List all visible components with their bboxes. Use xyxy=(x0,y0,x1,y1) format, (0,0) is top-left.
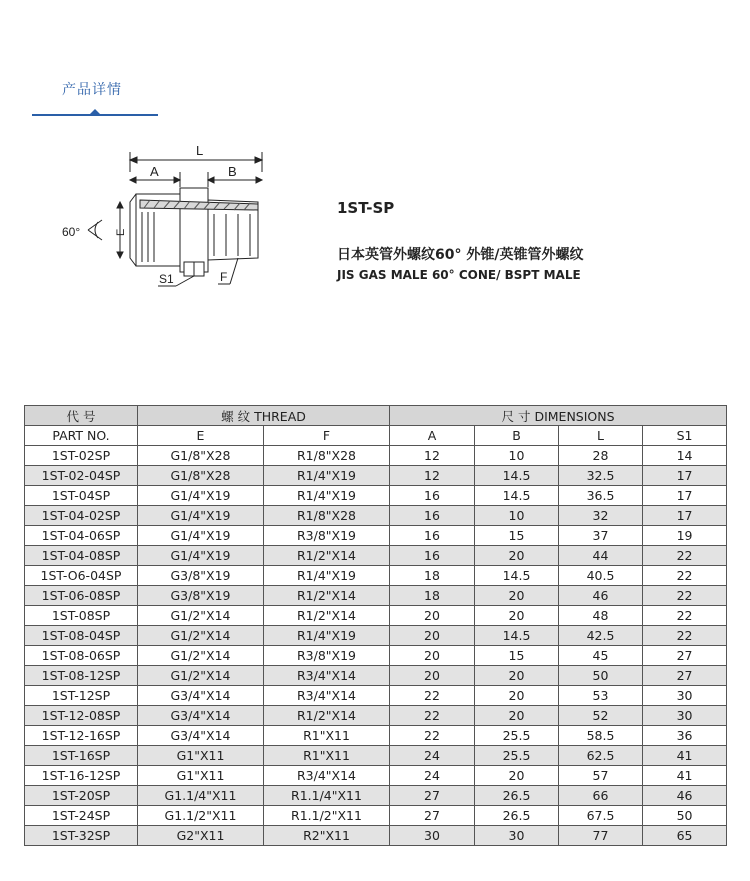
cell-thread-F: R1/2"X14 xyxy=(264,586,390,606)
cell-dim-L: 32 xyxy=(559,506,643,526)
cell-dim-S1: 46 xyxy=(643,786,727,806)
table-row xyxy=(25,766,727,786)
cell-dim-L: 66 xyxy=(559,786,643,806)
cell-dim-A: 18 xyxy=(390,566,475,586)
cell-dim-B: 20 xyxy=(475,586,559,606)
cell-dim-A: 12 xyxy=(390,446,475,466)
cell-dim-L: 40.5 xyxy=(559,566,643,586)
header-col-L: L xyxy=(559,426,643,446)
cell-part-no: 1ST-02SP xyxy=(25,446,138,466)
cell-dim-A: 22 xyxy=(390,706,475,726)
table-row xyxy=(25,586,727,606)
table-row xyxy=(25,826,727,846)
cell-dim-A: 27 xyxy=(390,786,475,806)
tab-underline xyxy=(32,114,158,116)
cell-dim-A: 16 xyxy=(390,506,475,526)
cell-dim-A: 20 xyxy=(390,666,475,686)
table-row xyxy=(25,646,727,666)
dim-label-B: B xyxy=(228,164,237,179)
cell-dim-B: 14.5 xyxy=(475,566,559,586)
cell-part-no: 1ST-12SP xyxy=(25,686,138,706)
cell-dim-B: 26.5 xyxy=(475,806,559,826)
cell-dim-L: 67.5 xyxy=(559,806,643,826)
cell-thread-F: R3/4"X14 xyxy=(264,686,390,706)
cell-part-no: 1ST-16SP xyxy=(25,746,138,766)
cell-part-no: 1ST-08-04SP xyxy=(25,626,138,646)
cell-dim-L: 44 xyxy=(559,546,643,566)
cell-dim-L: 50 xyxy=(559,666,643,686)
cell-dim-B: 25.5 xyxy=(475,746,559,766)
cell-thread-E: G1/2"X14 xyxy=(138,626,264,646)
table-row xyxy=(25,446,727,466)
cell-dim-S1: 22 xyxy=(643,626,727,646)
cell-part-no: 1ST-20SP xyxy=(25,786,138,806)
cell-dim-S1: 27 xyxy=(643,666,727,686)
cell-thread-F: R1/4"X19 xyxy=(264,626,390,646)
cell-thread-E: G1/4"X19 xyxy=(138,506,264,526)
cell-dim-A: 12 xyxy=(390,466,475,486)
header-col-E: E xyxy=(138,426,264,446)
cell-dim-L: 53 xyxy=(559,686,643,706)
cell-dim-A: 24 xyxy=(390,766,475,786)
header-part-no: PART NO. xyxy=(25,426,138,446)
cell-dim-A: 27 xyxy=(390,806,475,826)
cell-dim-L: 46 xyxy=(559,586,643,606)
cell-dim-A: 24 xyxy=(390,746,475,766)
cell-thread-E: G1/4"X19 xyxy=(138,486,264,506)
cell-dim-L: 28 xyxy=(559,446,643,466)
cell-part-no: 1ST-08-12SP xyxy=(25,666,138,686)
cell-thread-F: R1/4"X19 xyxy=(264,566,390,586)
cell-part-no: 1ST-32SP xyxy=(25,826,138,846)
cell-thread-F: R3/4"X14 xyxy=(264,666,390,686)
cell-dim-B: 10 xyxy=(475,506,559,526)
cell-dim-S1: 14 xyxy=(643,446,727,466)
cell-part-no: 1ST-08-06SP xyxy=(25,646,138,666)
cell-dim-S1: 17 xyxy=(643,466,727,486)
dim-label-L: L xyxy=(196,143,204,158)
cell-dim-S1: 27 xyxy=(643,646,727,666)
table-row xyxy=(25,566,727,586)
cell-thread-F: R1/8"X28 xyxy=(264,446,390,466)
cell-dim-B: 14.5 xyxy=(475,486,559,506)
cell-thread-F: R2"X11 xyxy=(264,826,390,846)
table-row xyxy=(25,626,727,646)
cell-dim-S1: 65 xyxy=(643,826,727,846)
cell-dim-L: 52 xyxy=(559,706,643,726)
cell-thread-F: R1"X11 xyxy=(264,746,390,766)
cell-part-no: 1ST-04-06SP xyxy=(25,526,138,546)
cell-dim-A: 18 xyxy=(390,586,475,606)
table-row xyxy=(25,686,727,706)
cell-thread-E: G3/4"X14 xyxy=(138,706,264,726)
section-tab-product-details[interactable]: 产品详情 xyxy=(62,82,122,98)
cell-thread-F: R3/8"X19 xyxy=(264,526,390,546)
cell-dim-A: 16 xyxy=(390,526,475,546)
cell-thread-E: G1/2"X14 xyxy=(138,646,264,666)
cell-part-no: 1ST-12-08SP xyxy=(25,706,138,726)
cell-dim-L: 37 xyxy=(559,526,643,546)
cell-dim-B: 15 xyxy=(475,526,559,546)
table-row xyxy=(25,786,727,806)
cell-thread-F: R1/2"X14 xyxy=(264,706,390,726)
header-dimensions: 尺 寸 DIMENSIONS xyxy=(390,406,727,426)
cell-dim-S1: 22 xyxy=(643,566,727,586)
cell-thread-E: G3/8"X19 xyxy=(138,586,264,606)
table-row xyxy=(25,526,727,546)
dim-label-A: A xyxy=(150,164,159,179)
cell-thread-F: R1.1/4"X11 xyxy=(264,786,390,806)
header-col-A: A xyxy=(390,426,475,446)
header-col-B: B xyxy=(475,426,559,446)
cell-dim-L: 77 xyxy=(559,826,643,846)
table-row xyxy=(25,746,727,766)
cell-part-no: 1ST-04-08SP xyxy=(25,546,138,566)
cell-dim-B: 15 xyxy=(475,646,559,666)
dim-label-angle: 60° xyxy=(62,225,81,239)
product-title-en: JIS GAS MALE 60° CONE/ BSPT MALE xyxy=(337,268,581,282)
cell-part-no: 1ST-16-12SP xyxy=(25,766,138,786)
cell-dim-B: 20 xyxy=(475,546,559,566)
cell-dim-S1: 22 xyxy=(643,586,727,606)
cell-dim-S1: 30 xyxy=(643,706,727,726)
header-code-cn: 代 号 xyxy=(25,406,138,426)
cell-dim-S1: 22 xyxy=(643,606,727,626)
cell-dim-L: 32.5 xyxy=(559,466,643,486)
dim-label-F: F xyxy=(220,270,228,284)
cell-thread-F: R3/8"X19 xyxy=(264,646,390,666)
cell-thread-F: R1/4"X19 xyxy=(264,466,390,486)
cell-thread-F: R1"X11 xyxy=(264,726,390,746)
cell-part-no: 1ST-04SP xyxy=(25,486,138,506)
cell-thread-E: G1/8"X28 xyxy=(138,466,264,486)
cell-thread-E: G3/8"X19 xyxy=(138,566,264,586)
cell-thread-E: G1/4"X19 xyxy=(138,526,264,546)
product-title-cn: 日本英管外螺纹60° 外锥/英锥管外螺纹 xyxy=(337,247,584,263)
cell-part-no: 1ST-08SP xyxy=(25,606,138,626)
dimensions-table-body xyxy=(25,446,727,846)
cell-dim-L: 58.5 xyxy=(559,726,643,746)
cell-dim-A: 16 xyxy=(390,546,475,566)
cell-thread-E: G3/4"X14 xyxy=(138,726,264,746)
cell-thread-E: G3/4"X14 xyxy=(138,686,264,706)
cell-thread-E: G2"X11 xyxy=(138,826,264,846)
dim-label-S1: S1 xyxy=(159,272,174,286)
cell-thread-F: R1.1/2"X11 xyxy=(264,806,390,826)
cell-thread-E: G1"X11 xyxy=(138,766,264,786)
header-col-F: F xyxy=(264,426,390,446)
cell-dim-L: 57 xyxy=(559,766,643,786)
cell-dim-L: 36.5 xyxy=(559,486,643,506)
cell-thread-F: R3/4"X14 xyxy=(264,766,390,786)
cell-dim-S1: 41 xyxy=(643,766,727,786)
product-model: 1ST-SP xyxy=(337,199,395,217)
header-thread: 螺 纹 THREAD xyxy=(138,406,390,426)
cell-part-no: 1ST-O6-04SP xyxy=(25,566,138,586)
cell-part-no: 1ST-04-02SP xyxy=(25,506,138,526)
cell-part-no: 1ST-02-04SP xyxy=(25,466,138,486)
dim-label-E: E xyxy=(115,228,127,236)
cell-part-no: 1ST-24SP xyxy=(25,806,138,826)
cell-dim-B: 25.5 xyxy=(475,726,559,746)
cell-dim-A: 30 xyxy=(390,826,475,846)
cell-dim-B: 30 xyxy=(475,826,559,846)
table-row xyxy=(25,606,727,626)
cell-dim-S1: 50 xyxy=(643,806,727,826)
cell-dim-B: 14.5 xyxy=(475,466,559,486)
table-row xyxy=(25,806,727,826)
table-row xyxy=(25,546,727,566)
cell-thread-E: G1/8"X28 xyxy=(138,446,264,466)
cell-dim-B: 20 xyxy=(475,766,559,786)
cell-thread-E: G1.1/4"X11 xyxy=(138,786,264,806)
cell-thread-E: G1/2"X14 xyxy=(138,666,264,686)
cell-dim-S1: 17 xyxy=(643,486,727,506)
cell-thread-F: R1/4"X19 xyxy=(264,486,390,506)
table-row xyxy=(25,706,727,726)
cell-dim-S1: 19 xyxy=(643,526,727,546)
cell-dim-A: 20 xyxy=(390,606,475,626)
cell-dim-B: 10 xyxy=(475,446,559,466)
cell-dim-A: 20 xyxy=(390,626,475,646)
cell-thread-E: G1/4"X19 xyxy=(138,546,264,566)
cell-thread-F: R1/2"X14 xyxy=(264,606,390,626)
cell-dim-S1: 30 xyxy=(643,686,727,706)
fitting-technical-drawing xyxy=(58,142,278,292)
cell-dim-S1: 17 xyxy=(643,506,727,526)
table-row xyxy=(25,506,727,526)
cell-dim-L: 62.5 xyxy=(559,746,643,766)
dimensions-table xyxy=(24,405,727,846)
header-col-S1: S1 xyxy=(643,426,727,446)
cell-dim-B: 14.5 xyxy=(475,626,559,646)
cell-thread-F: R1/8"X28 xyxy=(264,506,390,526)
table-row xyxy=(25,486,727,506)
table-row xyxy=(25,466,727,486)
table-row xyxy=(25,666,727,686)
cell-dim-S1: 36 xyxy=(643,726,727,746)
cell-dim-A: 22 xyxy=(390,726,475,746)
cell-dim-B: 20 xyxy=(475,606,559,626)
table-row xyxy=(25,726,727,746)
cell-thread-E: G1"X11 xyxy=(138,746,264,766)
cell-part-no: 1ST-12-16SP xyxy=(25,726,138,746)
cell-dim-B: 26.5 xyxy=(475,786,559,806)
cell-thread-E: G1.1/2"X11 xyxy=(138,806,264,826)
cell-dim-B: 20 xyxy=(475,706,559,726)
cell-part-no: 1ST-06-08SP xyxy=(25,586,138,606)
cell-dim-A: 16 xyxy=(390,486,475,506)
cell-dim-L: 48 xyxy=(559,606,643,626)
cell-dim-B: 20 xyxy=(475,686,559,706)
cell-dim-B: 20 xyxy=(475,666,559,686)
cell-dim-L: 45 xyxy=(559,646,643,666)
cell-thread-E: G1/2"X14 xyxy=(138,606,264,626)
cell-dim-L: 42.5 xyxy=(559,626,643,646)
cell-thread-F: R1/2"X14 xyxy=(264,546,390,566)
cell-dim-A: 22 xyxy=(390,686,475,706)
cell-dim-S1: 22 xyxy=(643,546,727,566)
cell-dim-S1: 41 xyxy=(643,746,727,766)
cell-dim-A: 20 xyxy=(390,646,475,666)
